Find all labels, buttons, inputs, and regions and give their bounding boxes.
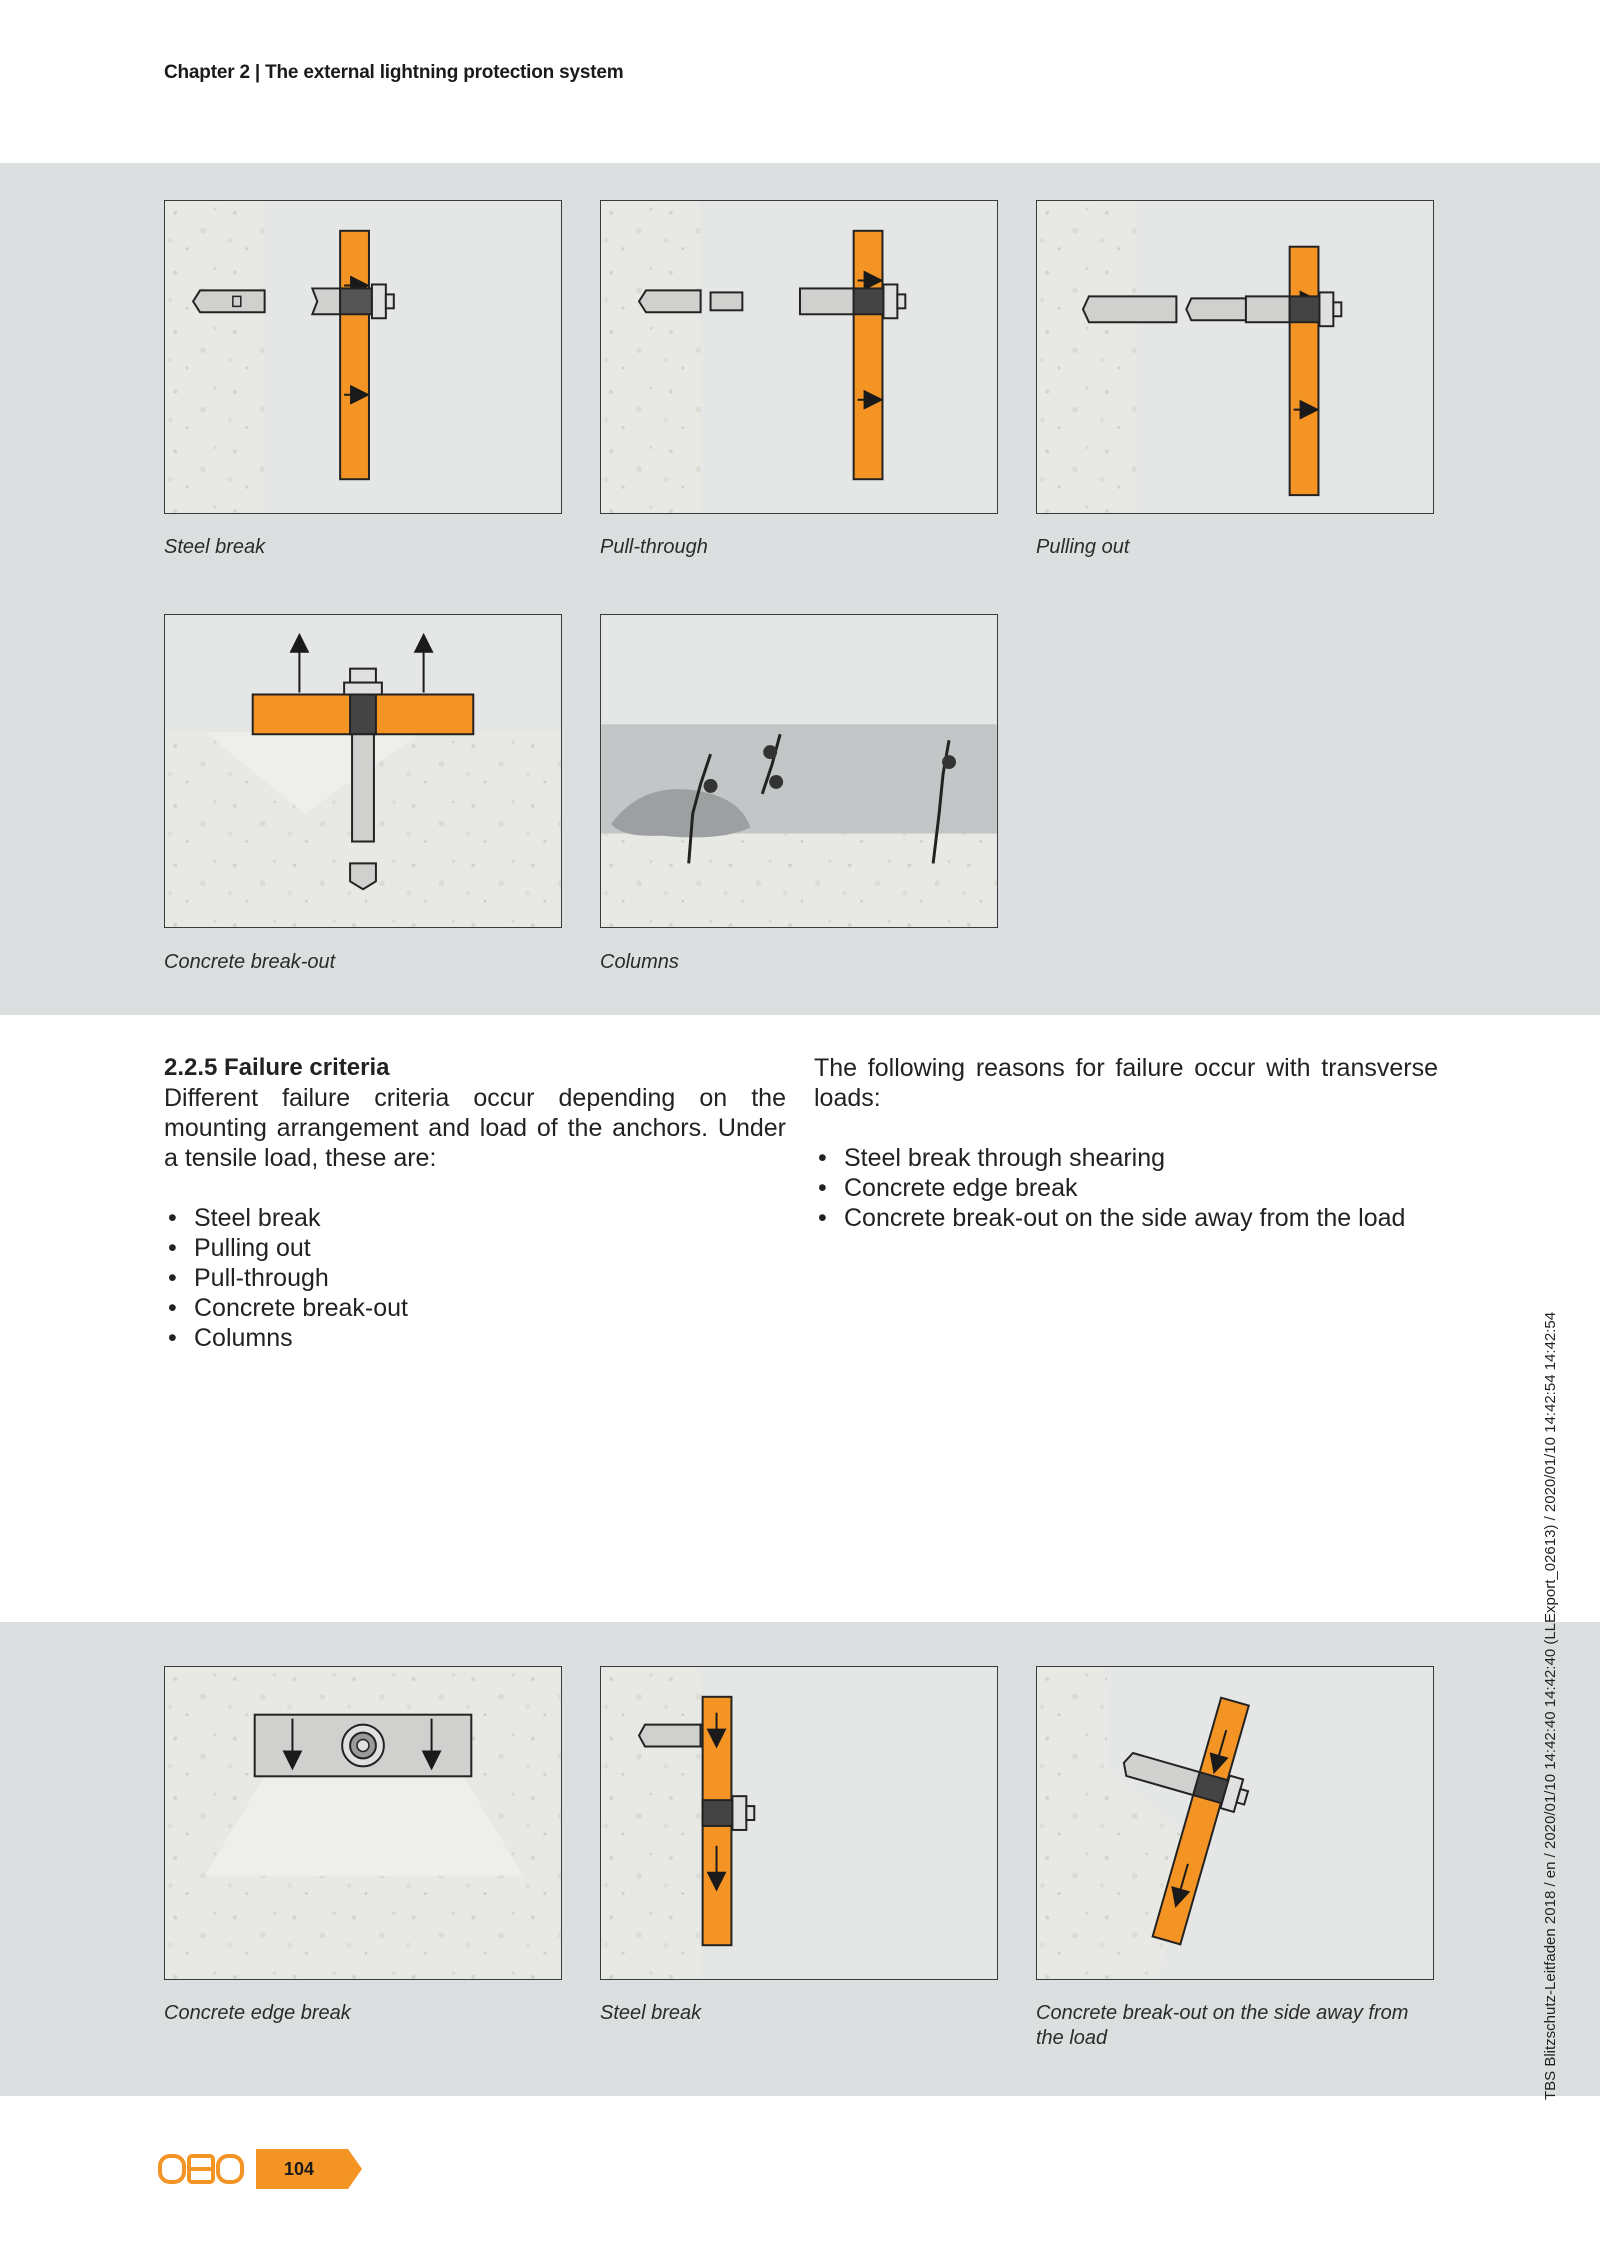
tensile-intro: Different failure criteria occur depending on the mounting arrangement and load of the anchors. Under a tensile load, these are: bbox=[164, 1084, 786, 1172]
caption-steel-break-tensile: Steel break bbox=[164, 536, 266, 558]
document-metadata-note: TBS Blitzschutz-Leitfaden 2018 / en / 2020/01/10 14:42:40 14:42:40 (LLExport_02613) / 2020/01/10 14:42:54 14:42:54 bbox=[1542, 1311, 1559, 2100]
figure-steel-break-transverse bbox=[600, 1666, 998, 1980]
caption-concrete-break-out: Concrete break-out bbox=[164, 951, 336, 973]
figure-concrete-edge-break bbox=[164, 1666, 562, 1980]
caption-concrete-break-out-side: Concrete break-out on the side away from the load bbox=[1036, 2002, 1409, 2049]
list-item: • Steel break through shearing bbox=[814, 1143, 1438, 1173]
figure-steel-break-tensile bbox=[164, 200, 562, 514]
caption-pulling-out: Pulling out bbox=[1036, 536, 1130, 558]
list-item: • Concrete edge break bbox=[814, 1173, 1438, 1203]
figure-pull-through bbox=[600, 200, 998, 514]
list-item: • Concrete break-out on the side away from the load bbox=[814, 1203, 1438, 1233]
failure-criteria-right-column bbox=[814, 1053, 1438, 1233]
list-item: • Pulling out bbox=[164, 1233, 786, 1263]
caption-steel-break-transverse: Steel break bbox=[600, 2002, 702, 2024]
caption-concrete-edge-break: Concrete edge break bbox=[164, 2002, 351, 2024]
caption-columns: Columns bbox=[600, 951, 679, 973]
section-title: 2.2.5 Failure criteria bbox=[164, 1054, 390, 1081]
tensile-list bbox=[164, 1203, 786, 1353]
figure-columns bbox=[600, 614, 998, 928]
list-item: • Pull-through bbox=[164, 1263, 786, 1293]
list-item: • Columns bbox=[164, 1323, 786, 1353]
obo-logo bbox=[158, 2152, 244, 2186]
figure-concrete-break-out bbox=[164, 614, 562, 928]
transverse-list bbox=[814, 1143, 1438, 1233]
list-item: • Concrete break-out bbox=[164, 1293, 786, 1323]
transverse-intro: The following reasons for failure occur with transverse loads: bbox=[814, 1054, 1438, 1112]
failure-criteria-left-column bbox=[164, 1053, 786, 1353]
page-header: Chapter 2 | The external lightning protection system bbox=[164, 62, 624, 83]
figure-pulling-out bbox=[1036, 200, 1434, 514]
list-item: • Steel break bbox=[164, 1203, 786, 1233]
caption-pull-through: Pull-through bbox=[600, 536, 708, 558]
figure-concrete-break-out-side bbox=[1036, 1666, 1434, 1980]
page-number: 104 bbox=[283, 2159, 315, 2179]
